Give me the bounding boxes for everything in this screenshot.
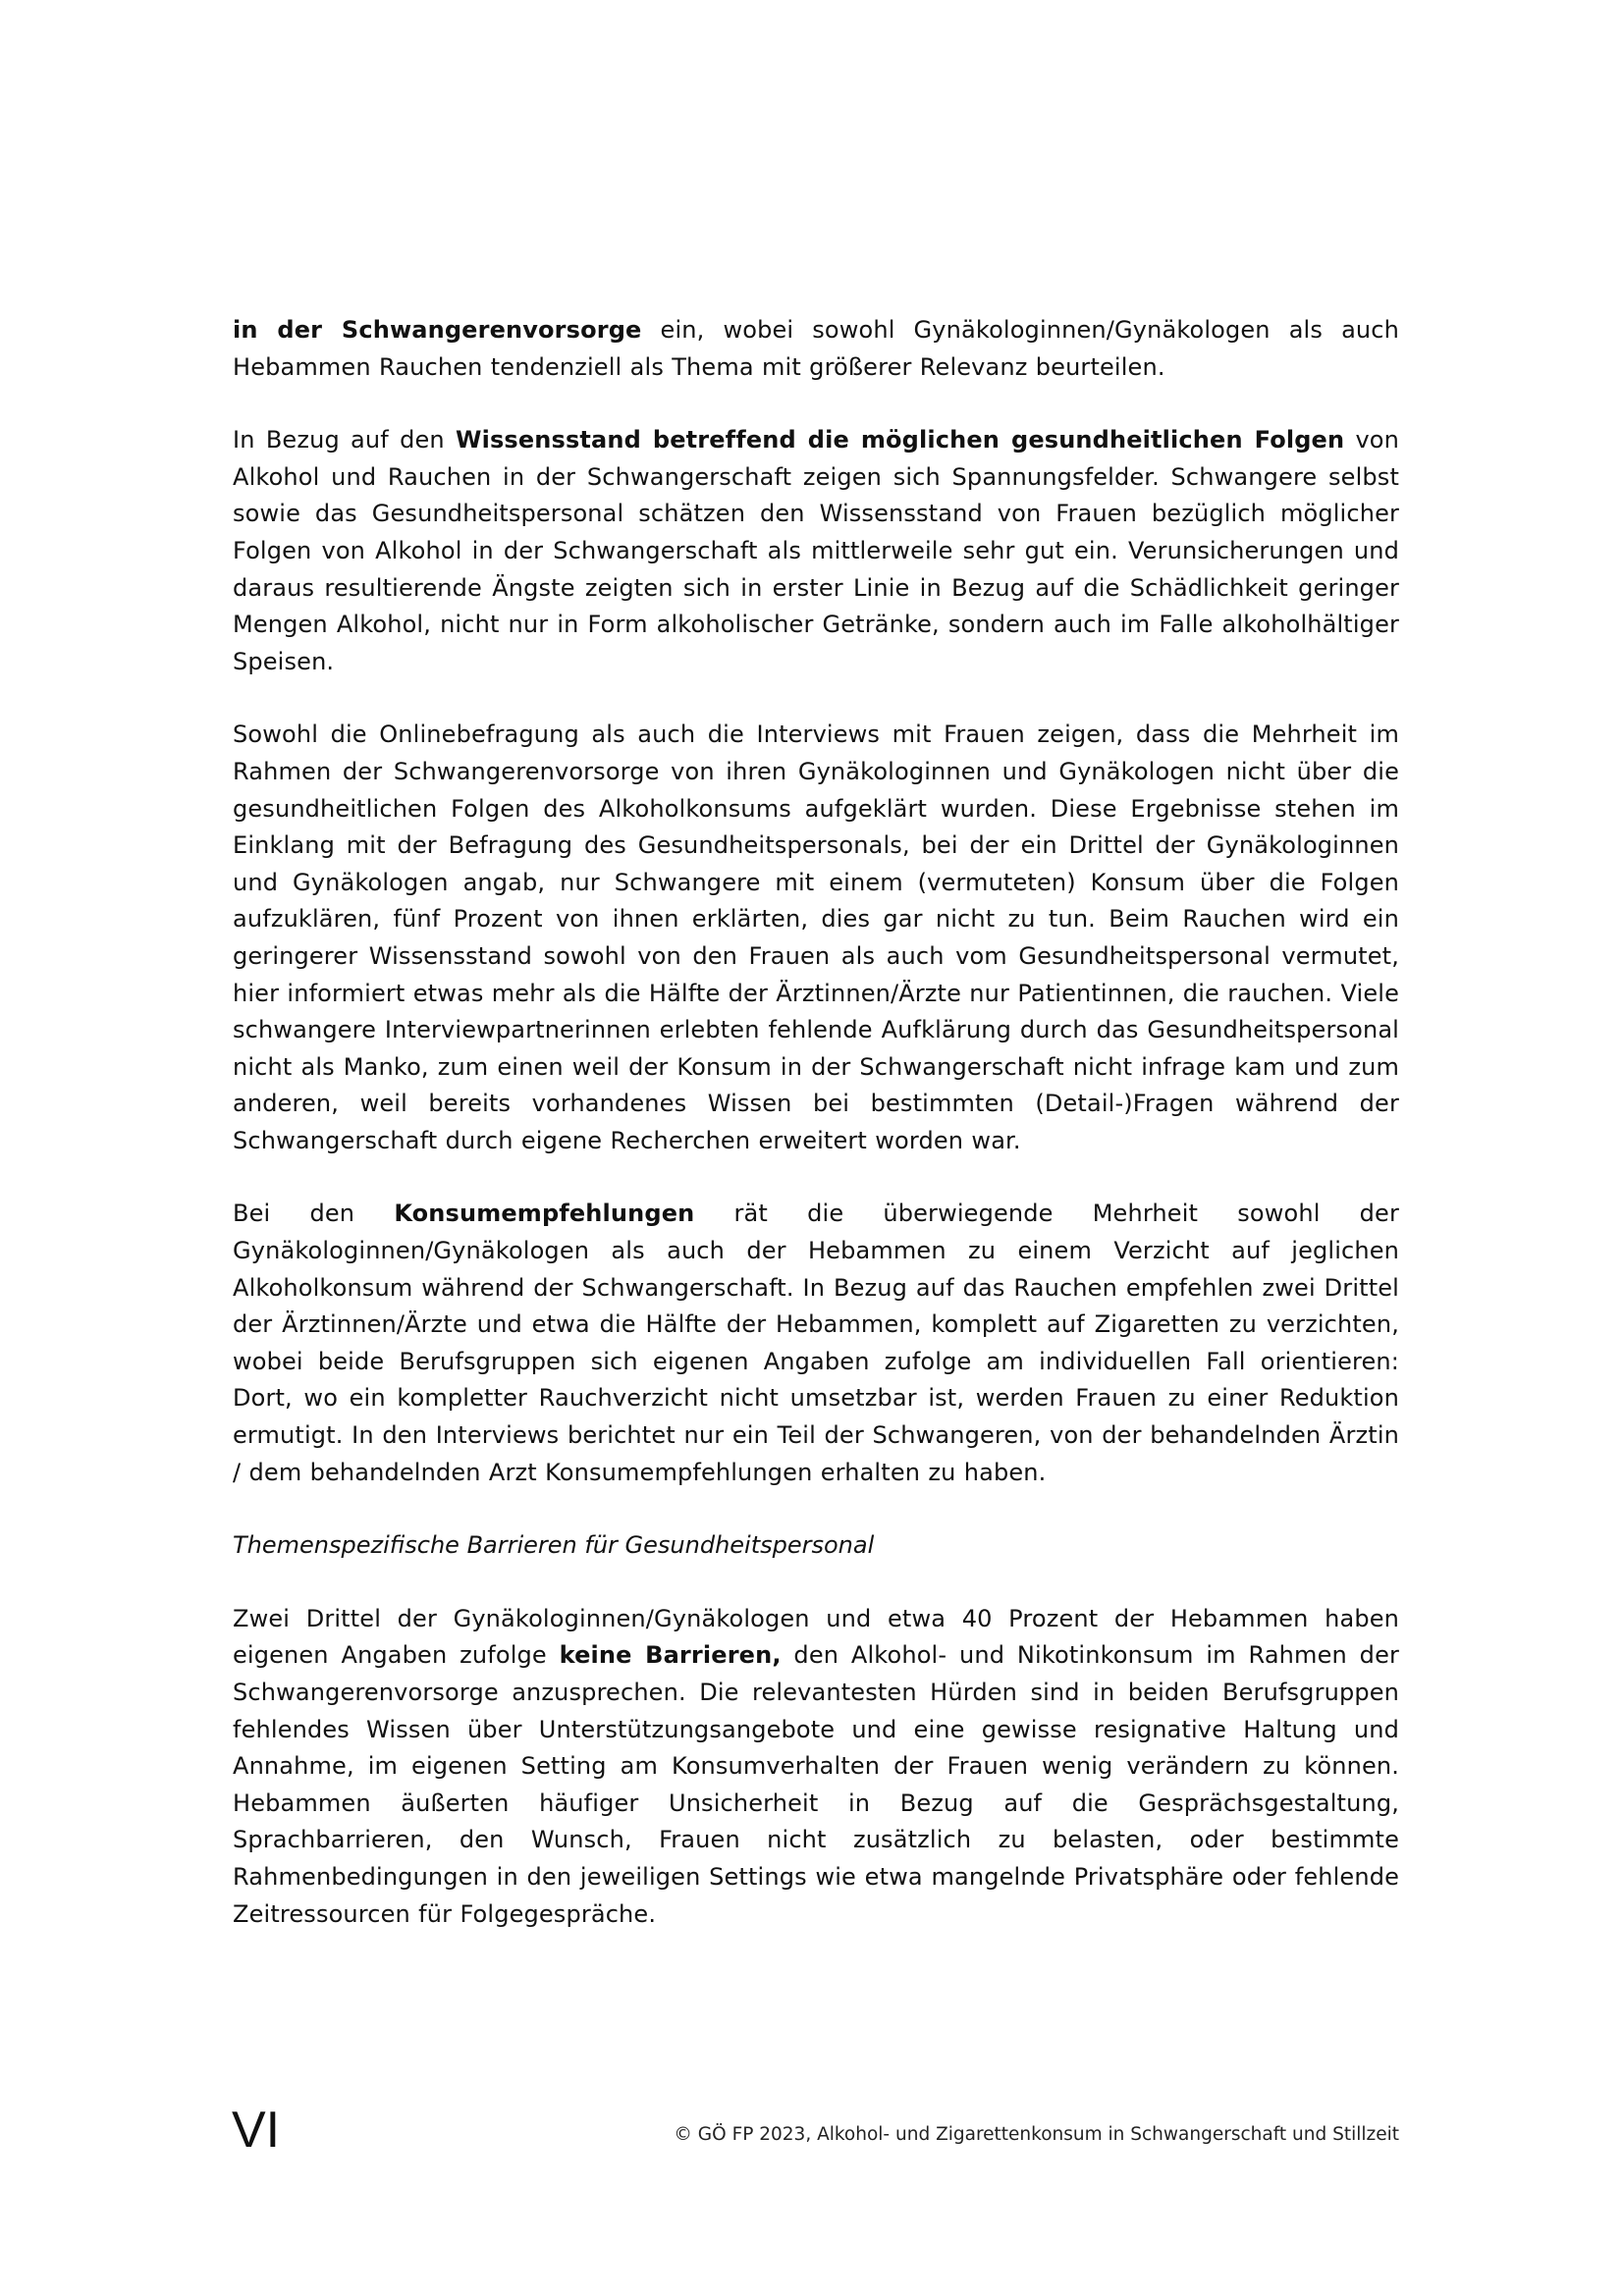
- document-body: [233, 312, 1399, 1969]
- text-run: Zwei Drittel der Gynäkologinnen/Gynäkologen und etwa 40 Prozent der Hebammen haben eigenen Angaben zufolge: [233, 1604, 1399, 1670]
- text-run: In Bezug auf den: [233, 426, 456, 454]
- text-run: Sowohl die Onlinebefragung als auch die Interviews mit Frauen zeigen, dass die Mehrheit im Rahmen der Schwangerenvorsorge von ihren Gynäkologinnen und Gynäkologen nicht über die gesundheitlichen Folgen des Alkoholkonsums aufgeklärt wurden. Diese Ergebnisse stehen im Einklang mit der Befragung des Gesundheitspersonals, bei der ein Drittel der Gynäkologinnen und Gynäkologen angab, nur Schwangere mit einem (vermuteten) Konsum über die Folgen aufzuklären, fünf Prozent von ihnen erklärten, dies gar nicht zu tun. Beim Rauchen wird ein geringerer Wissensstand sowohl von den Frauen als auch vom Gesundheitspersonal vermutet, hier informiert etwas mehr als die Hälfte der Ärztinnen/Ärzte nur Patientinnen, die rauchen. Viele schwangere Interviewpartnerinnen erlebten fehlende Aufklärung durch das Gesundheitspersonal nicht als Manko, zum einen weil der Konsum in der Schwangerschaft nicht infrage kam und zum anderen, weil bereits vorhandenes Wissen bei bestimmten (Detail-)Fragen während der Schwangerschaft durch eigene Recherchen erweitert worden war.: [233, 721, 1399, 1154]
- footer-copyright: © GÖ FP 2023, Alkohol- und Zigarettenkonsum in Schwangerschaft und Stillzeit: [674, 2124, 1399, 2145]
- text-run: Bei den: [233, 1200, 395, 1228]
- bold-phrase: keine Barrieren,: [559, 1641, 782, 1670]
- bold-phrase: Wissensstand betreffend die möglichen gesundheitlichen Folgen: [456, 426, 1345, 454]
- text-run: den Alkohol- und Nikotinkonsum im Rahmen der Schwangerenvorsorge anzusprechen. Die relevantesten Hürden sind in beiden Berufsgruppen fehlendes Wissen über Unterstützungsangebote und eine gewisse resignative Haltung und Annahme, im eigenen Setting am Konsumverhalten der Frauen wenig verändern zu können. Hebammen äußerten häufiger Unsicherheit in Bezug auf die Gesprächsgestaltung, Sprachbarrieren, den Wunsch, Frauen nicht zusätzlich zu belasten, oder bestimmte Rahmenbedingungen in den jeweiligen Settings wie etwa mangelnde Privatsphäre oder fehlende Zeitressourcen für Folgegespräche.: [233, 1641, 1399, 1928]
- text-run: ein, wobei sowohl Gynäkologinnen/Gynäkologen als auch Hebammen Rauchen tendenziell als Thema mit größerer Relevanz beurteilen.: [233, 316, 1399, 381]
- text-run: von Alkohol und Rauchen in der Schwangerschaft zeigen sich Spannungsfelder. Schwangere selbst sowie das Gesundheitspersonal schätzen den Wissensstand von Frauen bezüglich möglicher Folgen von Alkohol in der Schwangerschaft als mittlerweile sehr gut ein. Verunsicherungen und daraus resultierende Ängste zeigten sich in erster Linie in Bezug auf die Schädlichkeit geringer Mengen Alkohol, nicht nur in Form alkoholischer Getränke, sondern auch im Falle alkoholhältiger Speisen.: [233, 426, 1399, 675]
- bold-phrase: Konsumempfehlungen: [394, 1200, 695, 1228]
- text-run: rät die überwiegende Mehrheit sowohl der Gynäkologinnen/Gynäkologen als auch der Hebammen zu einem Verzicht auf jeglichen Alkoholkonsum während der Schwangerschaft. In Bezug auf das Rauchen empfehlen zwei Drittel der Ärztinnen/Ärzte und etwa die Hälfte der Hebammen, komplett auf Zigaretten zu verzichten, wobei beide Berufsgruppen sich eigenen Angaben zufolge am individuellen Fall orientieren: Dort, wo ein kompletter Rauchverzicht nicht umsetzbar ist, werden Frauen zu einer Reduktion ermutigt. In den Interviews berichtet nur ein Teil der Schwangeren, von der behandelnden Ärztin / dem behandelnden Arzt Konsumempfehlungen erhalten zu haben.: [233, 1200, 1399, 1486]
- section-subheading: Themenspezifische Barrieren für Gesundheitspersonal: [233, 1531, 875, 1560]
- paragraph-schwangerenvorsorge: [233, 312, 1399, 386]
- paragraph-aufklaerung: [233, 717, 1399, 1159]
- bold-phrase: in der Schwangerenvorsorge: [233, 316, 642, 344]
- paragraph-wissensstand: [233, 422, 1399, 680]
- paragraph-konsumempfehlungen: [233, 1196, 1399, 1491]
- paragraph-barrieren: [233, 1601, 1399, 1933]
- page-number: VI: [232, 2102, 281, 2159]
